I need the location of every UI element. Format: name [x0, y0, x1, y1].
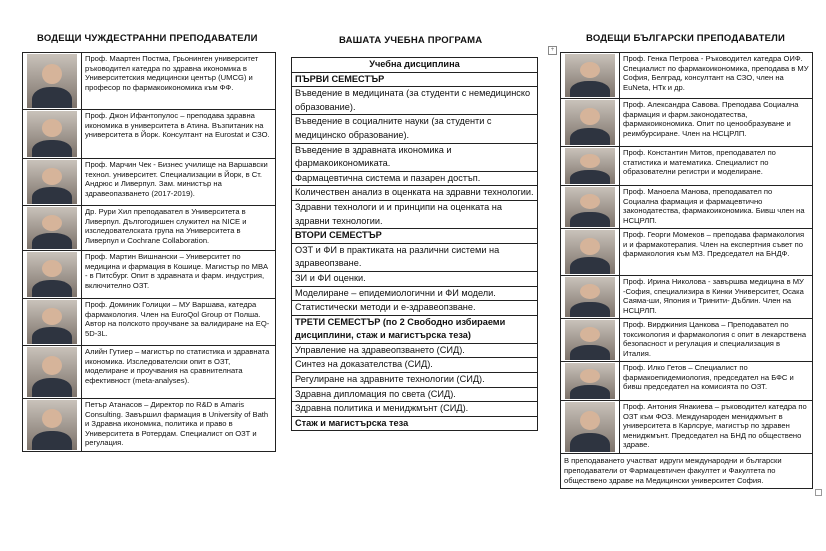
teacher-row	[561, 99, 813, 147]
photo-body	[570, 257, 610, 274]
photo-head	[42, 409, 62, 428]
photo-head	[580, 108, 600, 125]
photo-body	[32, 280, 72, 297]
photo-head	[580, 62, 600, 78]
course-row	[292, 402, 538, 417]
teacher-row	[23, 399, 276, 452]
photo-head	[580, 327, 600, 342]
teacher-photo	[565, 277, 615, 317]
teacher-bio: Петър Атанасов – Директор по R&D в Amaris Consulting. Завършил фармация в University of Bath и Здравна икономика, политика и право в Университета в Ротердам. Специалист оп ОЗТ и регулация.	[82, 399, 276, 452]
semester-row	[292, 229, 538, 244]
photo-cell	[561, 147, 620, 186]
photo-body	[32, 87, 72, 108]
teacher-row	[561, 53, 813, 99]
table-move-handle-icon[interactable]: +	[548, 46, 557, 55]
teacher-photo	[27, 54, 77, 108]
semester-heading: Стаж и магистърска теза	[292, 416, 538, 431]
course-row	[292, 143, 538, 171]
teacher-photo	[565, 100, 615, 145]
course-name: Синтез на доказателства (СИД).	[292, 358, 538, 373]
course-name: Здравни технологи и и принципи на оценката на здравни технологии.	[292, 200, 538, 228]
course-name: ОЗТ и ФИ в практиката на различни системи на здравеопзване.	[292, 243, 538, 271]
bulgarian-teachers-title: ВОДЕЩИ БЪЛГАРСКИ ПРЕПОДАВАТЕЛИ	[586, 33, 786, 44]
photo-body	[570, 345, 610, 360]
course-name: Моделиране – епидемиологични и ФИ модели.	[292, 286, 538, 301]
course-name: Здравна политика и мениджмънт (СИД).	[292, 402, 538, 417]
teacher-bio: Проф. Маноела Манова, преподавател по Социална фармация и фармацевтично законодатества, фармакоикономика. Бивш член на НСЦРЛП.	[620, 186, 813, 229]
photo-cell	[561, 229, 620, 276]
teacher-photo	[565, 402, 615, 452]
photo-cell	[561, 319, 620, 362]
semester-row	[292, 72, 538, 87]
course-name: Статистически методи и е-здравеопзване.	[292, 301, 538, 316]
teacher-photo	[565, 363, 615, 399]
photo-body	[570, 81, 610, 97]
photo-body	[570, 212, 610, 227]
photo-body	[32, 378, 72, 397]
teacher-bio: Проф. Джон Ифантопулос – преподава здравна икономика в университета в Атина. Възпитаник на университета в Йорк. Консултант на Eurostat и СЗО.	[82, 110, 276, 159]
course-row	[292, 387, 538, 402]
photo-body	[570, 433, 610, 452]
teacher-row	[561, 147, 813, 186]
teacher-photo	[565, 148, 615, 184]
photo-cell	[561, 276, 620, 319]
teacher-bio: Проф. Мартин Вишнански – Университет по медицина и фармация в Кошице. Магистър по MBA - в Питсбург. Опит в здравната и фарм. индустрия, включително ОЗТ.	[82, 251, 276, 299]
photo-body	[32, 187, 72, 204]
teacher-row	[23, 346, 276, 399]
photo-cell	[23, 159, 82, 206]
teacher-photo	[565, 320, 615, 360]
photo-cell	[561, 186, 620, 229]
course-name: Въведение в здравната икономика и фармакоикономиката.	[292, 143, 538, 171]
teacher-bio: Проф. Маартен Постма, Грьонинген университет ръководител катедра по здравна икономика в Университетския медицински център (UMCG) и професор по фармакоикономика към ФФ.	[82, 53, 276, 110]
teacher-row	[561, 229, 813, 276]
program-table	[291, 57, 538, 431]
photo-cell	[23, 399, 82, 452]
teacher-row	[561, 186, 813, 229]
course-row	[292, 373, 538, 388]
photo-body	[570, 128, 610, 145]
teacher-bio: Проф. Вирджиния Цанкова – Преподавател по токсикология и фармакология с опит в лекарствена безопасност и регулация и специализация в Италия.	[620, 319, 813, 362]
course-name: Управление на здравеопзването (СИД).	[292, 343, 538, 358]
course-row	[292, 200, 538, 228]
photo-cell	[561, 362, 620, 401]
program-header-row	[292, 58, 538, 73]
note-row	[561, 454, 813, 489]
foreign-teachers-table	[22, 52, 276, 452]
teacher-photo	[27, 160, 77, 204]
photo-head	[580, 154, 600, 168]
teacher-photo	[27, 347, 77, 397]
teacher-photo	[27, 400, 77, 450]
photo-body	[570, 170, 610, 184]
semester-heading: ПЪРВИ СЕМЕСТЪР	[292, 72, 538, 87]
teacher-photo	[27, 111, 77, 157]
course-row	[292, 186, 538, 201]
photo-head	[42, 215, 62, 231]
photo-head	[42, 64, 62, 85]
course-name: ЗИ и ФИ оценки.	[292, 271, 538, 286]
teacher-row	[561, 319, 813, 362]
course-name: Въведение в медицината (за студенти с немедицинско образование).	[292, 87, 538, 115]
teacher-photo	[565, 187, 615, 227]
program-header: Учебна дисциплина	[292, 58, 538, 73]
photo-body	[32, 233, 72, 249]
teacher-row	[561, 362, 813, 401]
teacher-row	[561, 276, 813, 319]
teacher-row	[561, 401, 813, 454]
course-name: Регулиране на здравните технологии (СИД).	[292, 373, 538, 388]
photo-body	[32, 327, 72, 344]
teacher-photo	[565, 230, 615, 274]
teacher-bio: Проф. Доминик Голицки – МУ Варшава, катедра фармакология. Член на EuroQol Group от Полша. Автор на полското проучване за валидиране на EQ-5D-3L.	[82, 299, 276, 346]
teacher-bio: Др. Рури Хил преподавател в Университета в Ливерпул. Дългогодишен служител на NICE и изследователската група на Университета в Ливерпул и Cochrane Collaboration.	[82, 206, 276, 251]
table-resize-handle-icon[interactable]	[815, 489, 822, 496]
photo-head	[580, 411, 600, 430]
teacher-row	[23, 206, 276, 251]
photo-cell	[23, 346, 82, 399]
teachers-note: В преподаването участват идруги международни и български преподаватели от Фармацевтичен факултет и Факултета по обществено здраве на Медицински университет София.	[561, 454, 813, 489]
photo-head	[42, 308, 62, 325]
course-row	[292, 286, 538, 301]
teacher-bio: Проф. Илко Гетов – Специалист по фармакоепидемиология, председател на БФС и бивш председател на комисията по ОЗТ.	[620, 362, 813, 401]
semester-heading: ТРЕТИ СЕМЕСТЪР (по 2 Свободно избираеми дисциплини, стаж и магистърска теза)	[292, 315, 538, 343]
photo-cell	[23, 251, 82, 299]
course-name: Въведение в социалните науки (за студенти с медицинско образование).	[292, 115, 538, 143]
teacher-photo	[27, 207, 77, 249]
teacher-photo	[27, 300, 77, 344]
semester-row	[292, 416, 538, 431]
photo-body	[570, 302, 610, 317]
photo-cell	[561, 401, 620, 454]
semester-row	[292, 315, 538, 343]
teacher-row	[23, 110, 276, 159]
teacher-row	[23, 53, 276, 110]
teacher-bio: Проф. Антония Янакиева – ръководител катедра по ОЗТ към ФОЗ. Международен мениджмънт в университета в Карлсруе, магистър по здравен мениджмънт. Председател на БНД по обществено здраве.	[620, 401, 813, 454]
course-name: Фармацевтична система и пазарен достъп.	[292, 171, 538, 186]
teacher-bio: Проф. Генка Петрова - Ръководител катедра ОИФ. Специалист по фармакоикономика, преподава в МУ София, Белград, консултант на СЗО, член на EuNeta, НТк и др.	[620, 53, 813, 99]
photo-cell	[23, 206, 82, 251]
teacher-bio: Проф. Георги Момеков – преподава фармакология и и фармакотерапия. Член на експертния съвет по фармакология към МЗ. Председател на БНДФ.	[620, 229, 813, 276]
teacher-row	[23, 299, 276, 346]
foreign-teachers-title: ВОДЕЩИ ЧУЖДЕСТРАННИ ПРЕПОДАВАТЕЛИ	[37, 33, 258, 44]
photo-body	[570, 385, 610, 399]
photo-head	[580, 194, 600, 209]
semester-heading: ВТОРИ СЕМЕСТЪР	[292, 229, 538, 244]
photo-cell	[561, 53, 620, 99]
course-row	[292, 301, 538, 316]
photo-head	[580, 284, 600, 299]
photo-head	[42, 119, 62, 136]
photo-head	[580, 238, 600, 255]
teacher-row	[23, 251, 276, 299]
teacher-bio: Проф. Александра Савова. Преподава Социална фармация и фарм.законодатества, фармакоикономика. Опит по ценообразуване и реимбурсиране. Член на НСЦРЛП.	[620, 99, 813, 147]
course-row	[292, 171, 538, 186]
photo-body	[32, 431, 72, 450]
bulgarian-teachers-table	[560, 52, 813, 489]
course-row	[292, 115, 538, 143]
photo-cell	[23, 299, 82, 346]
photo-head	[580, 369, 600, 383]
photo-body	[32, 140, 72, 157]
photo-head	[42, 356, 62, 375]
teacher-bio: Проф. Ирина Николова - завършва медицина в МУ -София, специализира в Кинки Университет, Осака Саяма-ши, Япония и Тринити- Дъблин. Член на НСЦРЛП.	[620, 276, 813, 319]
course-row	[292, 343, 538, 358]
photo-head	[42, 260, 62, 277]
photo-cell	[23, 53, 82, 110]
teacher-photo	[565, 54, 615, 97]
teacher-bio: Проф. Марчин Чек - Бизнес училище на Варшавски технол. университет. Специализации в Йорк, в Ст. Андрюс и Ливерпул. Зам. министър на здравеопазването (2017-2019).	[82, 159, 276, 206]
teacher-bio: Проф. Константин Митов, преподавател по статистика и математика. Специалист по образователни регистри и моделиране.	[620, 147, 813, 186]
teacher-bio: Алийн Гутиер – магистър по статистика и здравната икономика. Изследователски опит в ОЗТ, моделиране и проучвания на сравнителната ефективност (meta-analyses).	[82, 346, 276, 399]
teacher-photo	[27, 252, 77, 297]
photo-cell	[561, 99, 620, 147]
course-row	[292, 358, 538, 373]
teacher-row	[23, 159, 276, 206]
course-name: Количествен анализ в оценката на здравни технологии.	[292, 186, 538, 201]
course-name: Здравна дипломация по света (СИД).	[292, 387, 538, 402]
course-row	[292, 271, 538, 286]
course-row	[292, 243, 538, 271]
photo-cell	[23, 110, 82, 159]
course-row	[292, 87, 538, 115]
photo-head	[42, 168, 62, 185]
program-title: ВАШАТА УЧЕБНА ПРОГРАМА	[339, 35, 483, 46]
